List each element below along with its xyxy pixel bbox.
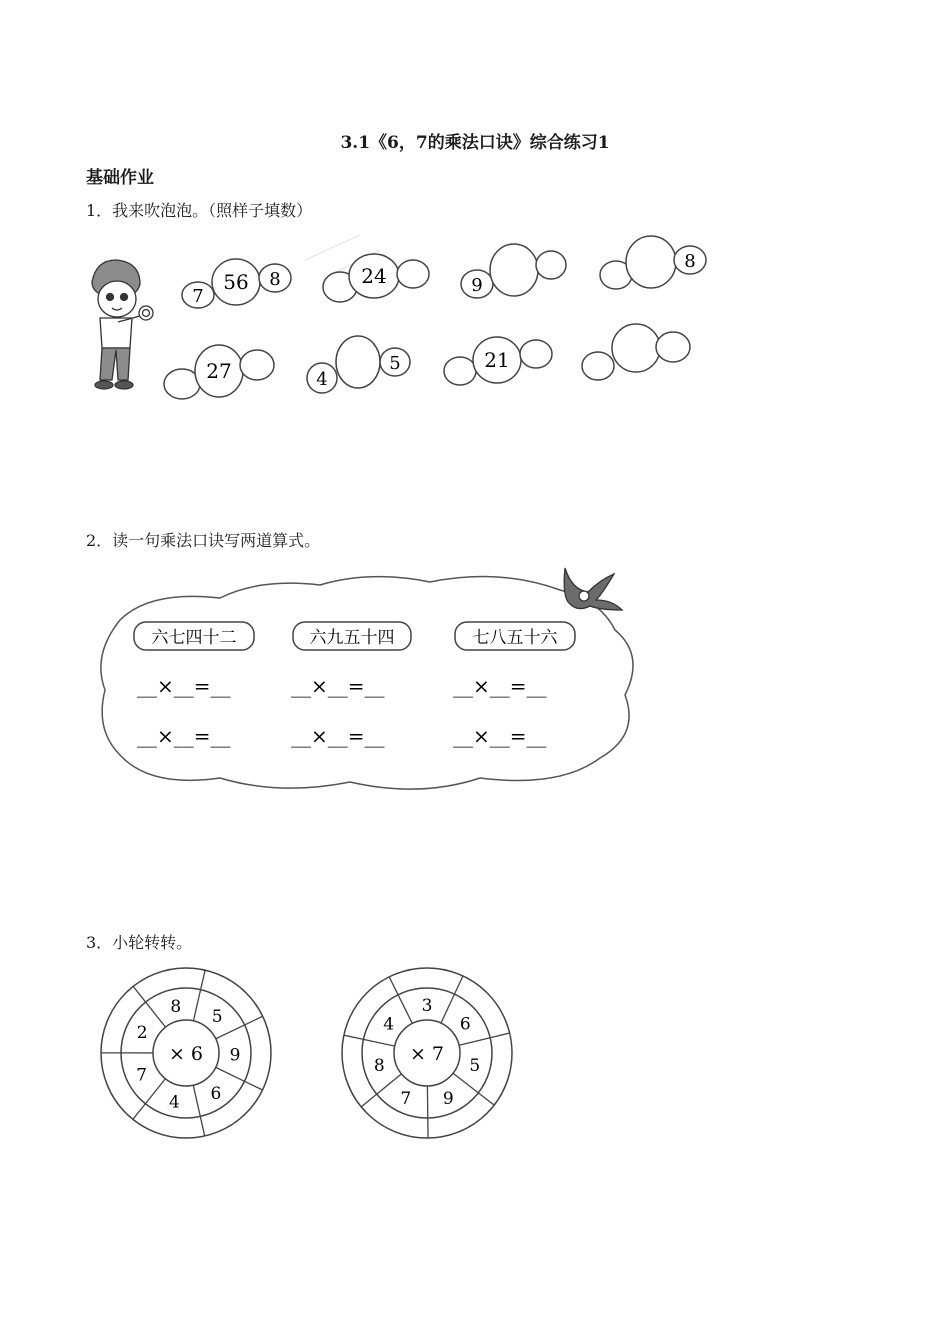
wheel-number: 4 <box>168 1092 180 1113</box>
bird-illustration <box>564 568 622 610</box>
bubble-center[interactable] <box>336 336 380 388</box>
wheel-number: 6 <box>210 1083 222 1104</box>
question-3-prompt: 3．小轮转转。 <box>86 933 193 952</box>
bubble-cluster <box>461 244 566 298</box>
bubble-exercise <box>0 220 950 420</box>
question-1-prompt: 1．我来吹泡泡。（照样子填数） <box>86 201 313 220</box>
bubble-center-number: 27 <box>206 359 232 383</box>
bubble-cluster <box>600 236 706 289</box>
bubble-left-number: 7 <box>192 286 204 307</box>
bubble-cluster <box>182 259 291 308</box>
rhyme-2: 六九五十四 <box>309 628 395 648</box>
wheel-times-6 <box>101 968 271 1138</box>
rhyme-box-1 <box>134 622 254 650</box>
bubble-center-number: 21 <box>484 348 510 372</box>
bubble-left-number: 4 <box>316 369 328 390</box>
wheel-times-7 <box>342 968 512 1138</box>
wheel-center-label: × 6 <box>168 1043 204 1065</box>
equation-2b[interactable]: __×__=__ <box>291 724 385 748</box>
bubble-center-number: 24 <box>361 264 387 288</box>
bubble-cluster <box>307 336 410 393</box>
equation-2a[interactable]: __×__=__ <box>291 674 385 698</box>
bubble-center[interactable] <box>626 236 676 288</box>
question-2-prompt: 2．读一句乘法口诀写两道算式。 <box>86 531 321 550</box>
bubble-right[interactable] <box>656 332 690 362</box>
wheel-number: 9 <box>229 1045 241 1066</box>
wheel-number: 8 <box>170 997 182 1018</box>
equation-1b[interactable]: __×__=__ <box>137 724 231 748</box>
wheel-number: 3 <box>421 996 433 1016</box>
wheel-number: 4 <box>383 1014 395 1035</box>
bubble-left-number: 9 <box>471 275 483 296</box>
rhyme-3: 七八五十六 <box>472 628 558 648</box>
boy-with-bubble-wand-illustration <box>92 260 153 389</box>
equation-3b[interactable]: __×__=__ <box>453 724 547 748</box>
bubble-cluster <box>582 324 690 380</box>
equation-1a[interactable]: __×__=__ <box>137 674 231 698</box>
bubble-right[interactable] <box>536 251 566 279</box>
bubble-center-number: 56 <box>223 270 249 294</box>
wheel-number: 2 <box>136 1023 148 1044</box>
wheel-number: 8 <box>373 1055 385 1076</box>
wheel-number: 7 <box>400 1089 412 1110</box>
bubble-cluster <box>323 254 429 302</box>
wheel-number: 6 <box>459 1014 471 1035</box>
bubble-left[interactable] <box>582 352 614 380</box>
bubble-center[interactable] <box>612 324 660 372</box>
wheel-center-label: × 7 <box>409 1043 445 1065</box>
page-title: 3.1《6，7的乘法口诀》综合练习1 <box>340 133 610 153</box>
bubble-right-number: 5 <box>389 353 401 374</box>
wheel-exercise <box>0 960 950 1150</box>
bubble-left[interactable] <box>444 357 476 385</box>
bubble-right[interactable] <box>240 350 274 380</box>
bubble-center[interactable] <box>490 244 538 296</box>
rhyme-box-3 <box>455 622 575 650</box>
bubble-right[interactable] <box>397 260 429 288</box>
bubble-right-number: 8 <box>269 269 281 290</box>
bubble-right-number: 8 <box>684 251 696 272</box>
cloud-exercise <box>0 560 950 810</box>
bubble-right[interactable] <box>520 340 552 368</box>
section-heading: 基础作业 <box>86 168 154 188</box>
wheel-number: 9 <box>442 1089 454 1110</box>
rhyme-box-2 <box>293 622 411 650</box>
wheel-number: 7 <box>136 1065 147 1086</box>
rhyme-1: 六七四十二 <box>151 628 237 648</box>
equation-3a[interactable]: __×__=__ <box>453 674 547 698</box>
wheel-number: 5 <box>469 1055 481 1076</box>
wheel-number: 5 <box>211 1007 223 1028</box>
bubble-cluster <box>444 337 552 385</box>
bubble-cluster <box>164 345 274 399</box>
